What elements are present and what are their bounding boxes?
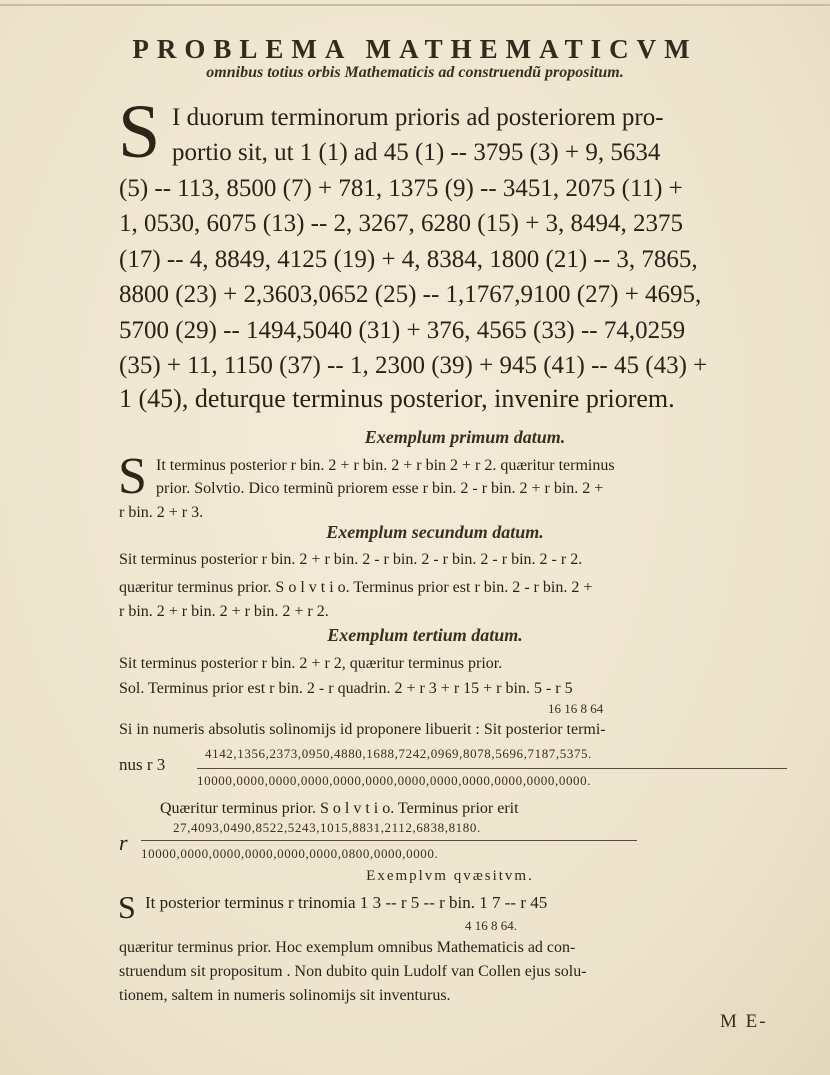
- page-title: PROBLEMA MATHEMATICVM: [132, 34, 698, 64]
- main-line: portio sit, ut 1 (1) ad 45 (1) -- 3795 (3) + 9, 5634: [172, 139, 661, 166]
- page-edge: [0, 4, 830, 6]
- main-line: I duorum terminorum prioris ad posteriorem pro-: [172, 104, 664, 131]
- example-2-line: r bin. 2 + r bin. 2 + r bin. 2 + r 2.: [119, 603, 329, 620]
- fraction-1-denominator: 10000,0000,0000,0000,0000,0000,0000,0000,0000,0000,0000,0000.: [197, 773, 592, 788]
- example-quaesitum-first-line: It posterior terminus r trinomia 1 3 -- r 5 -- r bin. 1 7 -- r 45: [145, 893, 548, 912]
- example-quaesitum-line: tionem, saltem in numeris solinomijs sit inventurus.: [119, 987, 451, 1004]
- nus-r3-label: nus r 3: [119, 755, 166, 774]
- example-quaesitum-heading: Exemplvm qvæsitvm.: [366, 868, 534, 884]
- example-3-line: Sol. Terminus prior est r bin. 2 - r quadrin. 2 + r 3 + r 15 + r bin. 5 - r 5: [119, 680, 573, 697]
- main-line: (17) -- 4, 8849, 4125 (19) + 4, 8384, 1800 (21) -- 3, 7865,: [119, 246, 698, 273]
- fraction-2-r-label: r: [119, 830, 128, 855]
- example-1-line: It terminus posterior r bin. 2 + r bin. 2 + r bin 2 + r 2. quæritur terminus: [156, 457, 615, 474]
- example-2-heading: Exemplum secundum datum.: [326, 522, 544, 542]
- example-quaesitum-line: quæritur terminus prior. Hoc exemplum omnibus Mathematicis ad con-: [119, 939, 576, 956]
- main-line: 1, 0530, 6075 (13) -- 2, 3267, 6280 (15) + 3, 8494, 2375: [119, 210, 684, 237]
- main-line: (5) -- 113, 8500 (7) + 781, 1375 (9) -- 3451, 2075 (11) +: [119, 175, 683, 202]
- example-1-dropcap: S: [118, 448, 147, 505]
- fraction-2-denominator: 10000,0000,0000,0000,0000,0000,0800,0000,0000.: [141, 846, 439, 861]
- example-quaesitum-denominators: 4 16 8 64.: [465, 918, 517, 933]
- page-subtitle: omnibus totius orbis Mathematicis ad construendũ propositum.: [206, 64, 624, 81]
- main-dropcap: S: [118, 90, 161, 174]
- main-line: 1 (45), deturque terminus posterior, invenire priorem.: [119, 384, 675, 413]
- example-quaesitum-dropcap: S: [118, 889, 136, 925]
- example-3-denominators: 16 16 8 64: [548, 701, 604, 716]
- fraction-2-numerator: 27,4093,0490,8522,5243,1015,8831,2112,6838,8180.: [173, 820, 481, 835]
- example-3-line: Sit terminus posterior r bin. 2 + r 2, quæritur terminus prior.: [119, 655, 503, 672]
- catchword: M E-: [720, 1011, 768, 1032]
- example-3-heading: Exemplum tertium datum.: [327, 625, 523, 645]
- example-3-line: Si in numeris absolutis solinomijs id proponere libuerit : Sit posterior termi-: [119, 721, 606, 738]
- fraction-1-bar: [197, 768, 787, 769]
- main-line: 8800 (23) + 2,3603,0652 (25) -- 1,1767,9100 (27) + 4695,: [119, 281, 702, 308]
- example-1-line: r bin. 2 + r 3.: [119, 504, 204, 521]
- example-3-line: Quæritur terminus prior. S o l v t i o. Terminus prior erit: [160, 800, 519, 817]
- fraction-1-numerator: 4142,1356,2373,0950,4880,1688,7242,0969,8078,5696,7187,5375.: [205, 746, 592, 761]
- fraction-2-bar: [141, 840, 637, 841]
- main-line: 5700 (29) -- 1494,5040 (31) + 376, 4565 (33) -- 74,0259: [119, 317, 686, 344]
- example-1-line: prior. Solvtio. Dico terminũ priorem esse r bin. 2 - r bin. 2 + r bin. 2 +: [156, 480, 604, 497]
- example-2-line: Sit terminus posterior r bin. 2 + r bin. 2 - r bin. 2 - r bin. 2 - r bin. 2 - r 2.: [119, 551, 583, 568]
- example-2-line: quæritur terminus prior. S o l v t i o. Terminus prior est r bin. 2 - r bin. 2 +: [119, 579, 593, 596]
- example-1-heading: Exemplum primum datum.: [364, 427, 566, 447]
- example-quaesitum-line: struendum sit propositum . Non dubito quin Ludolf van Collen ejus solu-: [119, 963, 587, 980]
- main-line: (35) + 11, 1150 (37) -- 1, 2300 (39) + 945 (41) -- 45 (43) +: [119, 352, 708, 379]
